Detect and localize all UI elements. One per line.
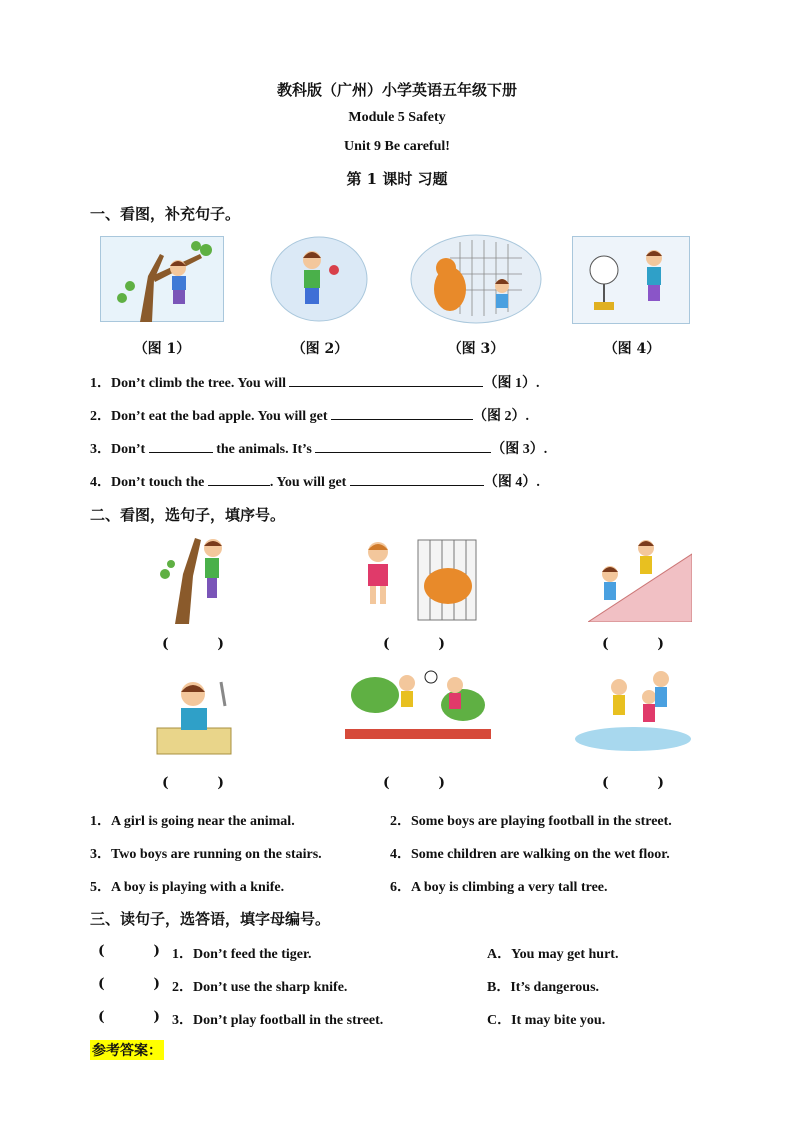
answer-paren[interactable]: ( ) bbox=[383, 775, 445, 791]
picture-boy-climbing bbox=[155, 534, 230, 624]
picture-electric-fan bbox=[572, 236, 690, 324]
exchange-question-1: 1．Don’t feed the tiger. bbox=[172, 947, 312, 962]
question-1: 1．Don’t climb the tree. You will （图 1）. bbox=[90, 372, 539, 392]
response-b: B．It’s dangerous. bbox=[487, 980, 600, 995]
question-4: 4．Don’t touch the . You will get （图 4）. bbox=[90, 471, 540, 491]
response-c: C．It may bite you. bbox=[487, 1013, 606, 1028]
sentence-2: 2．Some boys are playing football in the street. bbox=[390, 814, 672, 829]
picture-children-on-wet-floor bbox=[573, 667, 693, 755]
picture-boys-on-stairs bbox=[588, 534, 692, 622]
exchange-question-2: 2．Don’t use the sharp knife. bbox=[172, 980, 348, 995]
section-1-heading: 一、看图，补充句子。 bbox=[90, 205, 241, 223]
answer-paren[interactable]: ( ) bbox=[98, 976, 160, 992]
answer-blank[interactable] bbox=[331, 405, 473, 420]
reference-answer-label: 参考答案： bbox=[90, 1040, 164, 1060]
answer-blank[interactable] bbox=[208, 471, 270, 486]
answer-paren[interactable]: ( ) bbox=[162, 775, 224, 791]
section-3-heading: 三、读句子，选答语，填字母编号。 bbox=[90, 910, 331, 928]
unit-title: Unit 9 Be careful! bbox=[344, 139, 450, 154]
picture-football-in-street bbox=[345, 667, 491, 747]
caption-picture-3: （图 3） bbox=[447, 341, 505, 357]
caption-picture-2: （图 2） bbox=[291, 341, 349, 357]
sentence-3: 3．Two boys are running on the stairs. bbox=[90, 847, 322, 862]
answer-paren[interactable]: ( ) bbox=[602, 775, 664, 791]
answer-blank[interactable] bbox=[350, 471, 484, 486]
sentence-1: 1．A girl is going near the animal. bbox=[90, 814, 295, 829]
answer-paren[interactable]: ( ) bbox=[98, 943, 160, 959]
picture-tiger-cage bbox=[410, 234, 542, 324]
answer-paren[interactable]: ( ) bbox=[383, 636, 445, 652]
answer-paren[interactable]: ( ) bbox=[98, 1009, 160, 1025]
answer-blank[interactable] bbox=[149, 438, 213, 453]
worksheet-title: 教科版（广州）小学英语五年级下册 bbox=[276, 81, 517, 99]
answer-paren[interactable]: ( ) bbox=[602, 636, 664, 652]
exchange-question-3: 3．Don’t play football in the street. bbox=[172, 1013, 384, 1028]
caption-picture-4: （图 4） bbox=[603, 341, 661, 357]
question-2: 2．Don’t eat the bad apple. You will get （图 2）. bbox=[90, 405, 529, 425]
sentence-6: 6．A boy is climbing a very tall tree. bbox=[390, 880, 608, 895]
answer-blank[interactable] bbox=[289, 372, 483, 387]
sentence-4: 4．Some children are walking on the wet floor. bbox=[390, 847, 670, 862]
answer-paren[interactable]: ( ) bbox=[162, 636, 224, 652]
picture-bad-apple bbox=[270, 236, 368, 322]
picture-girl-and-tiger bbox=[352, 534, 480, 624]
question-3: 3．Don’t the animals. It’s （图 3）. bbox=[90, 438, 547, 458]
picture-boy-with-knife bbox=[155, 670, 235, 760]
sentence-5: 5．A boy is playing with a knife. bbox=[90, 880, 285, 895]
module-title: Module 5 Safety bbox=[348, 110, 446, 125]
section-2-heading: 二、看图，选句子，填序号。 bbox=[90, 506, 286, 524]
answer-blank[interactable] bbox=[315, 438, 491, 453]
lesson-title: 第 1 课时 习题 bbox=[346, 170, 448, 188]
caption-picture-1: （图 1） bbox=[133, 341, 191, 357]
response-a: A．You may get hurt. bbox=[487, 947, 619, 962]
picture-climbing-tree bbox=[100, 236, 224, 322]
